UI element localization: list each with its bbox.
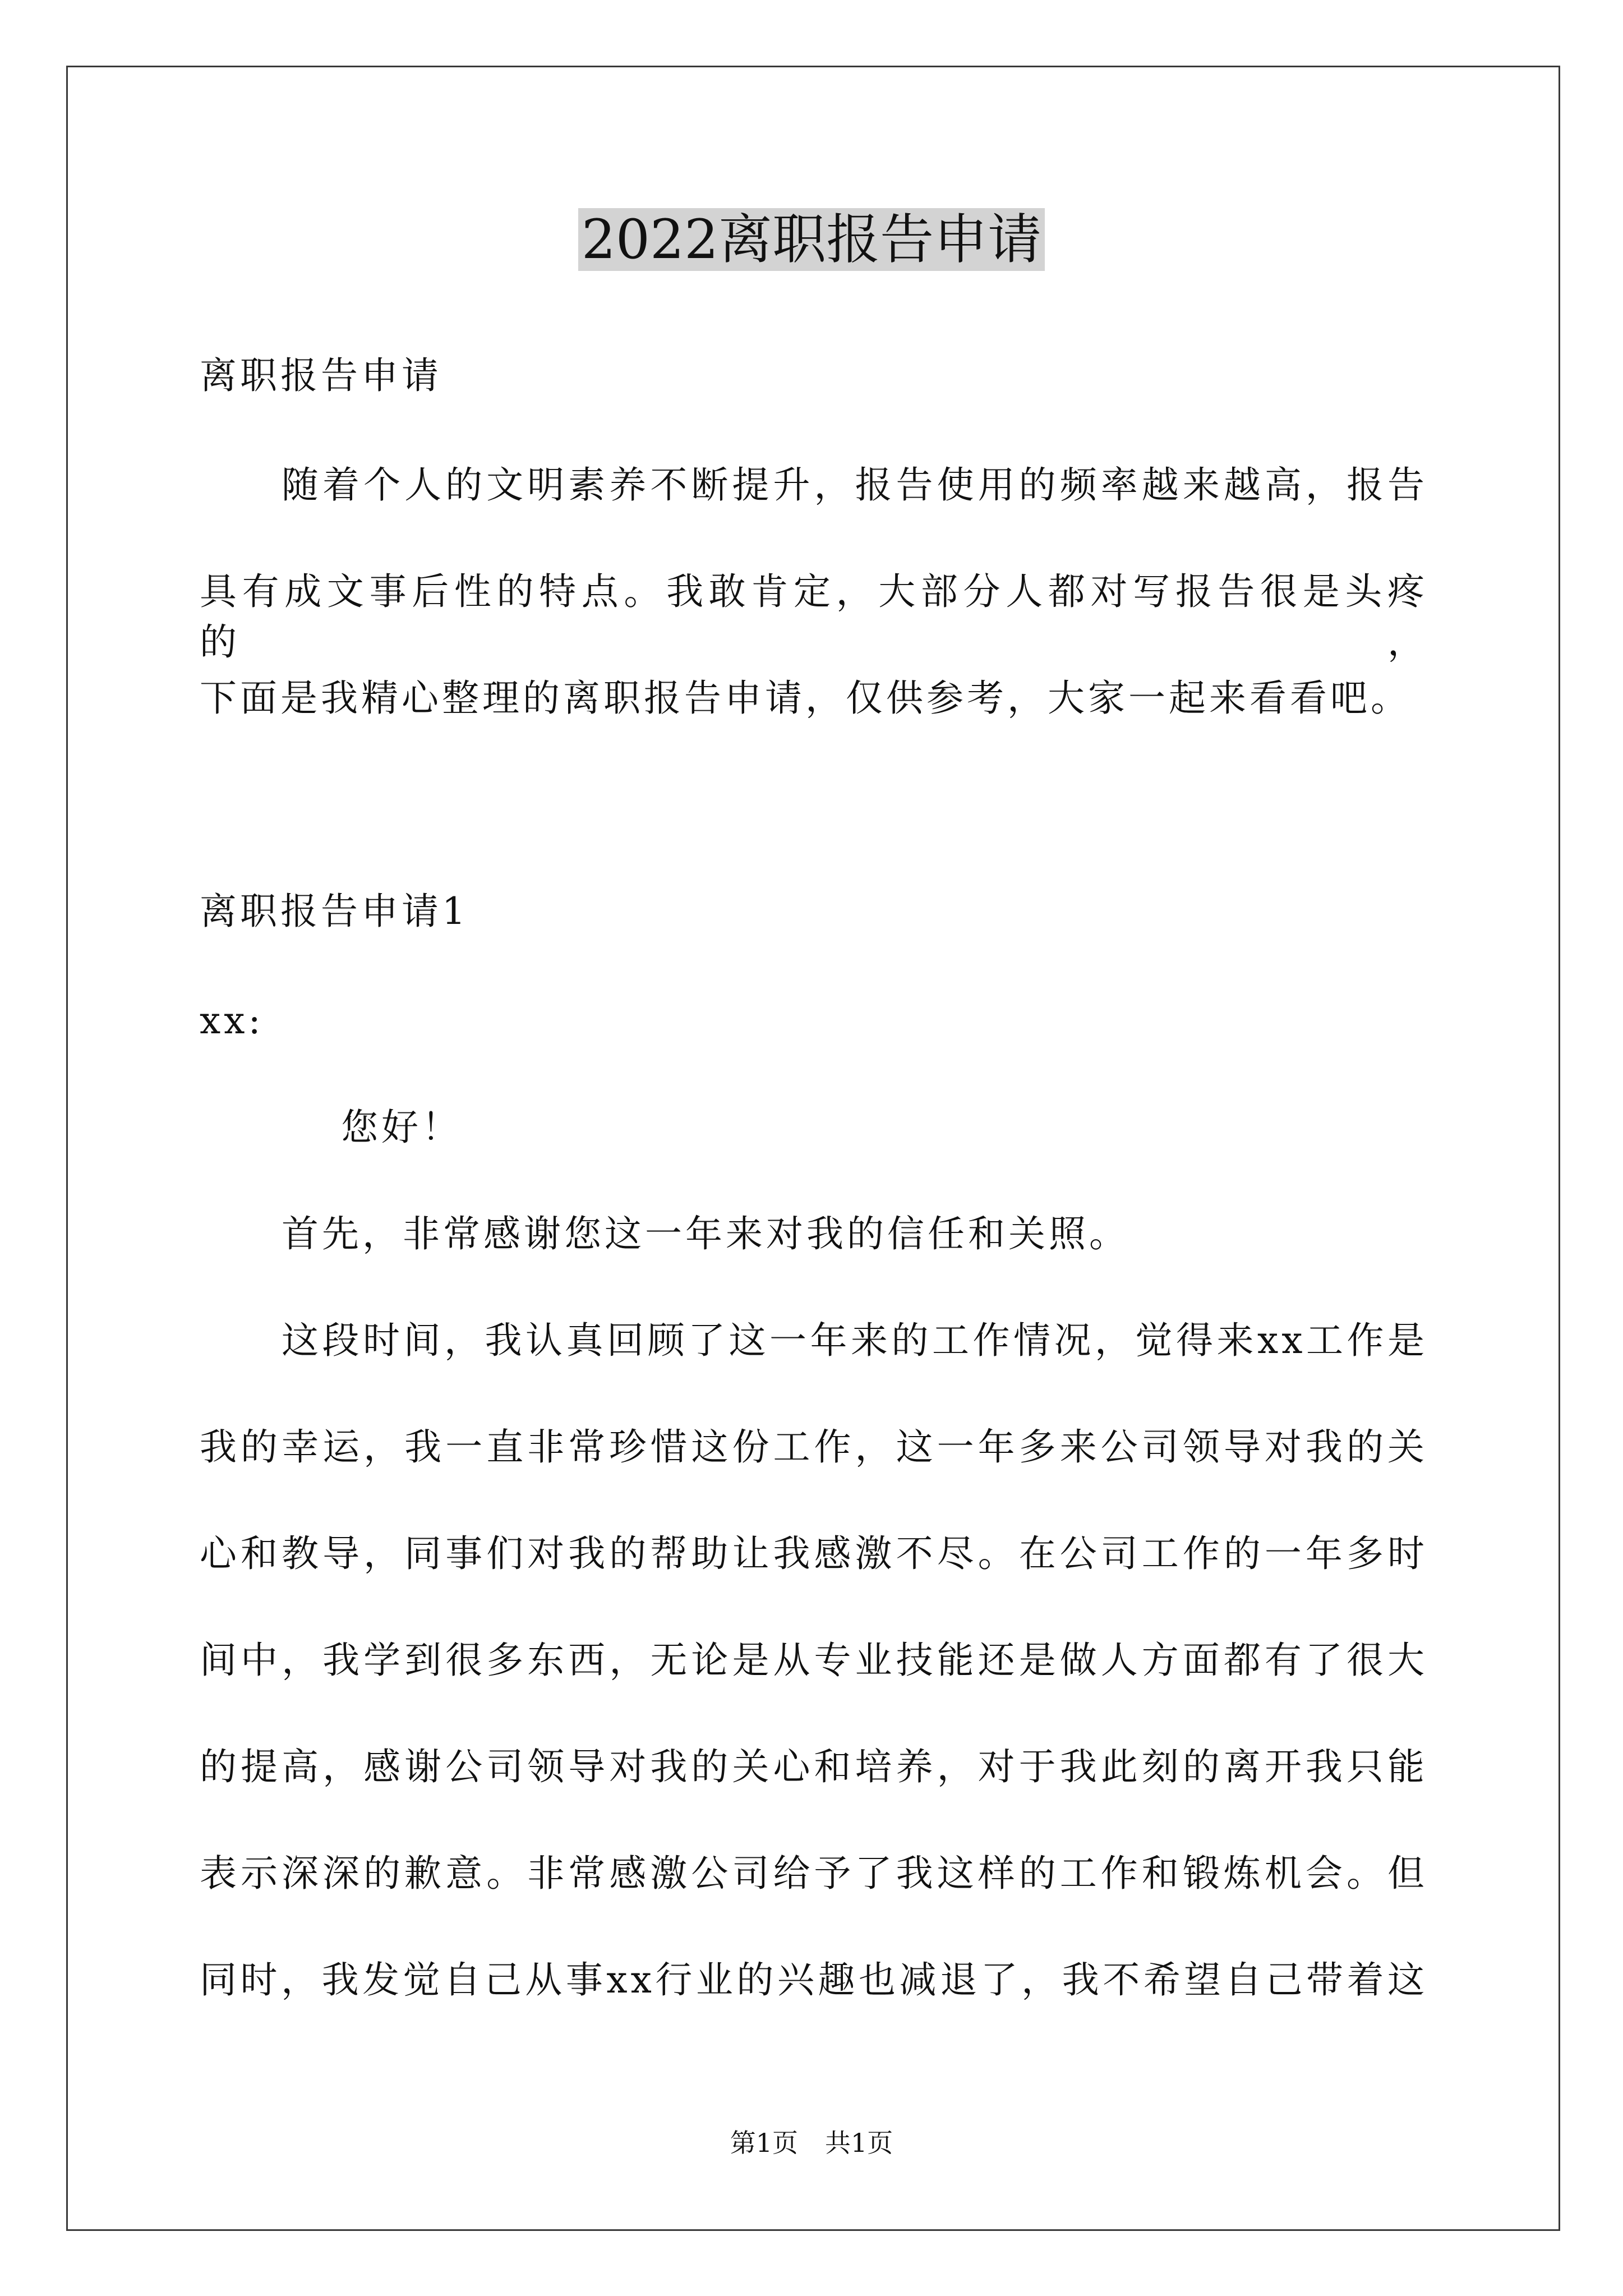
thanks-line: 首先，非常感谢您这一年来对我的信任和关照。 bbox=[282, 1212, 1129, 1255]
body-line-7: 同时，我发觉自己从事xx行业的兴趣也减退了，我不希望自己带着这 bbox=[200, 1958, 1428, 2001]
intro-line-1: 随着个人的文明素养不断提升，报告使用的频率越来越高，报告 bbox=[282, 463, 1428, 507]
intro-line-3: 下面是我精心整理的离职报告申请，仅供参考，大家一起来看看吧。 bbox=[200, 677, 1411, 720]
body-line-4: 间中，我学到很多东西，无论是从专业技能还是做人方面都有了很大 bbox=[200, 1639, 1428, 1682]
page-number-current: 第1页 bbox=[730, 2128, 798, 2158]
greeting: 您好！ bbox=[341, 1106, 462, 1149]
page-number-total: 共1页 bbox=[825, 2128, 893, 2158]
body-line-5: 的提高，感谢公司领导对我的关心和培养，对于我此刻的离开我只能 bbox=[200, 1745, 1428, 1788]
intro-line-2: 具有成文事后性的特点。我敢肯定，大部分人都对写报告很是头疼的， bbox=[200, 570, 1428, 664]
section-title: 离职报告申请1 bbox=[200, 890, 469, 933]
body-line-6: 表示深深的歉意。非常感激公司给予了我这样的工作和锻炼机会。但 bbox=[200, 1852, 1428, 1895]
salutation: xx: bbox=[200, 999, 264, 1042]
document-title: 2022离职报告申请 bbox=[0, 203, 1623, 276]
body-line-1: 这段时间，我认真回顾了这一年来的工作情况，觉得来xx工作是 bbox=[282, 1319, 1428, 1362]
subtitle: 离职报告申请 bbox=[200, 354, 442, 397]
body-line-2: 我的幸运，我一直非常珍惜这份工作，这一年多来公司领导对我的关 bbox=[200, 1425, 1428, 1469]
page-footer bbox=[0, 2126, 1623, 2160]
body-line-3: 心和教导，同事们对我的帮助让我感激不尽。在公司工作的一年多时 bbox=[200, 1532, 1428, 1575]
